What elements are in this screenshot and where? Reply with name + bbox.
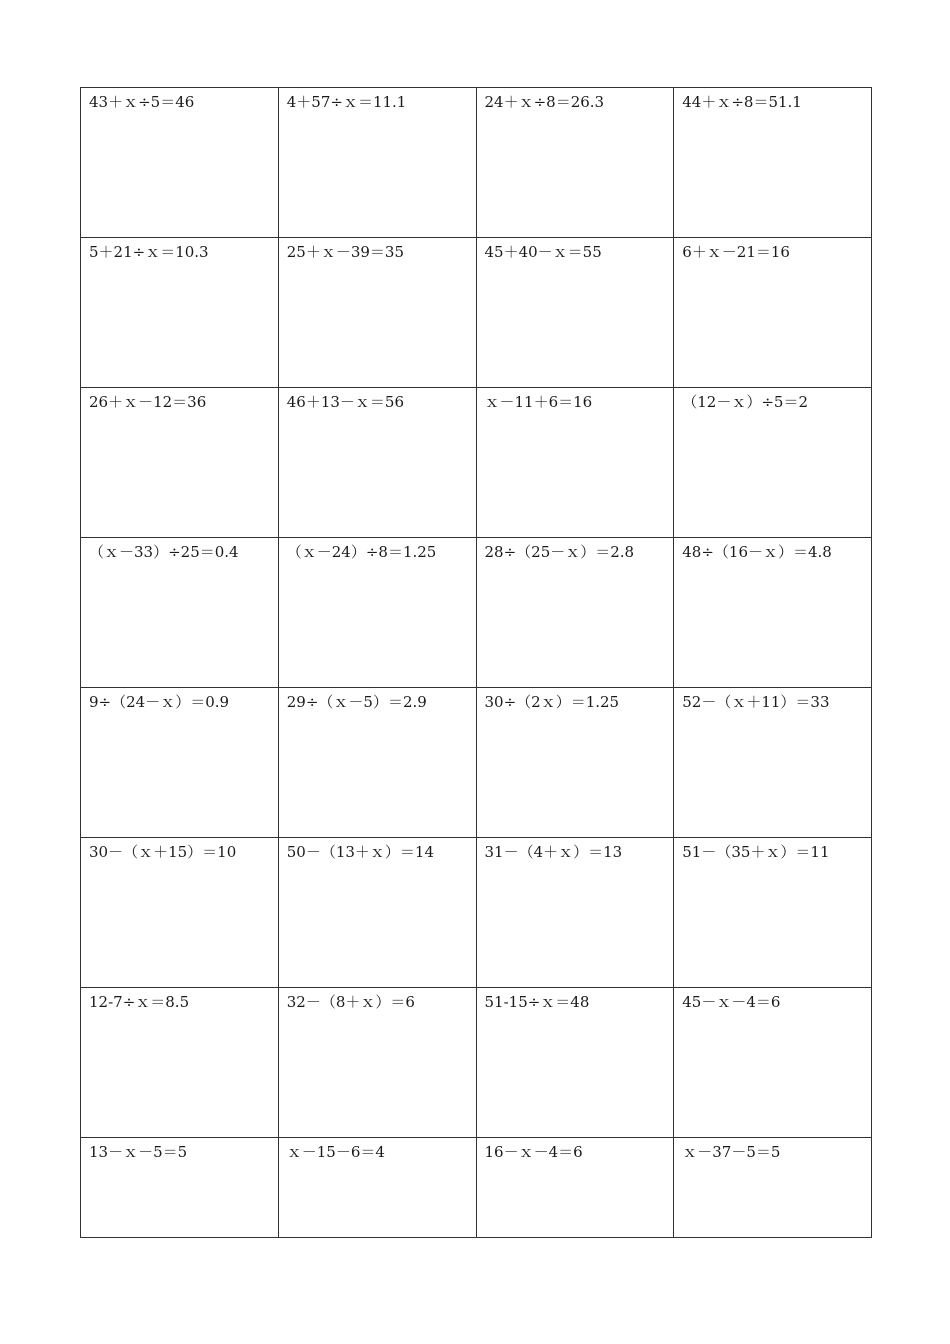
equation-text: 25＋ｘ－39＝35 bbox=[286, 243, 405, 261]
equation-cell bbox=[278, 388, 476, 538]
equation-text: ｘ－15－6＝4 bbox=[286, 1143, 385, 1161]
equation-text: （12－ｘ）÷5＝2 bbox=[682, 393, 808, 411]
equation-cell bbox=[674, 388, 872, 538]
equation-text: 13－ｘ－5＝5 bbox=[89, 1143, 188, 1161]
equation-cell bbox=[81, 388, 279, 538]
equation-cell bbox=[476, 688, 674, 838]
equation-text: 12-7÷ｘ＝8.5 bbox=[89, 993, 190, 1011]
equation-cell bbox=[674, 88, 872, 238]
equation-worksheet-table bbox=[80, 87, 872, 1238]
equation-text: 45－ｘ－4＝6 bbox=[682, 993, 781, 1011]
equation-text: 30－（ｘ＋15）＝10 bbox=[89, 843, 237, 861]
equation-text: 31－（4＋ｘ）＝13 bbox=[484, 843, 623, 861]
equation-cell bbox=[476, 88, 674, 238]
equation-text: （ｘ－33）÷25＝0.4 bbox=[89, 543, 239, 561]
equation-text: 52－（ｘ＋11）＝33 bbox=[682, 693, 830, 711]
equation-text: 6＋ｘ－21＝16 bbox=[682, 243, 790, 261]
equation-text: 30÷（2ｘ）＝1.25 bbox=[484, 693, 620, 711]
equation-text: 46＋13－ｘ＝56 bbox=[286, 393, 405, 411]
equation-cell bbox=[674, 1138, 872, 1238]
equation-cell bbox=[278, 988, 476, 1138]
equation-cell bbox=[674, 838, 872, 988]
equation-text: 28÷（25－ｘ）＝2.8 bbox=[484, 543, 635, 561]
equation-text: 32－（8＋ｘ）＝6 bbox=[286, 993, 415, 1011]
equation-text: 26＋ｘ－12＝36 bbox=[89, 393, 207, 411]
equation-text: 29÷（ｘ－5）＝2.9 bbox=[286, 693, 427, 711]
equation-cell bbox=[278, 838, 476, 988]
equation-cell bbox=[476, 538, 674, 688]
equation-text: 24＋ｘ÷8＝26.3 bbox=[484, 93, 605, 111]
table-row bbox=[81, 388, 872, 538]
equation-cell bbox=[476, 988, 674, 1138]
equation-cell bbox=[476, 238, 674, 388]
equation-cell bbox=[81, 988, 279, 1138]
equation-text: 50－（13＋ｘ）＝14 bbox=[286, 843, 435, 861]
equation-text: 48÷（16－ｘ）＝4.8 bbox=[682, 543, 832, 561]
equation-cell bbox=[674, 688, 872, 838]
equation-cell bbox=[278, 688, 476, 838]
equation-cell bbox=[81, 688, 279, 838]
table-row bbox=[81, 688, 872, 838]
equation-cell bbox=[476, 1138, 674, 1238]
equation-cell bbox=[81, 238, 279, 388]
table-row bbox=[81, 1138, 872, 1238]
equation-text: 16－ｘ－4＝6 bbox=[484, 1143, 583, 1161]
equation-text: ｘ－11＋6＝16 bbox=[484, 393, 593, 411]
equation-cell bbox=[278, 538, 476, 688]
equation-cell bbox=[674, 238, 872, 388]
equation-text: 5＋21÷ｘ＝10.3 bbox=[89, 243, 209, 261]
equation-cell bbox=[81, 538, 279, 688]
equation-text: 9÷（24－ｘ）＝0.9 bbox=[89, 693, 230, 711]
equation-text: 44＋ｘ÷8＝51.1 bbox=[682, 93, 802, 111]
equation-cell bbox=[674, 988, 872, 1138]
equation-text: （ｘ－24）÷8＝1.25 bbox=[286, 543, 437, 561]
table-row bbox=[81, 238, 872, 388]
table-row bbox=[81, 988, 872, 1138]
equation-cell bbox=[674, 538, 872, 688]
equation-cell bbox=[278, 1138, 476, 1238]
equation-cell bbox=[278, 88, 476, 238]
table-row bbox=[81, 538, 872, 688]
equation-text: 43＋ｘ÷5＝46 bbox=[89, 93, 195, 111]
equation-cell bbox=[476, 838, 674, 988]
equation-cell bbox=[81, 838, 279, 988]
equation-cell bbox=[81, 88, 279, 238]
equation-text: 4＋57÷ｘ＝11.1 bbox=[286, 93, 407, 111]
table-row bbox=[81, 838, 872, 988]
table-row bbox=[81, 88, 872, 238]
equation-text: 45＋40－ｘ＝55 bbox=[484, 243, 602, 261]
equation-cell bbox=[81, 1138, 279, 1238]
equation-text: 51－（35＋ｘ）＝11 bbox=[682, 843, 830, 861]
equation-text: 51-15÷ｘ＝48 bbox=[484, 993, 590, 1011]
equation-cell bbox=[278, 238, 476, 388]
equation-text: ｘ－37－5＝5 bbox=[682, 1143, 781, 1161]
equation-cell bbox=[476, 388, 674, 538]
